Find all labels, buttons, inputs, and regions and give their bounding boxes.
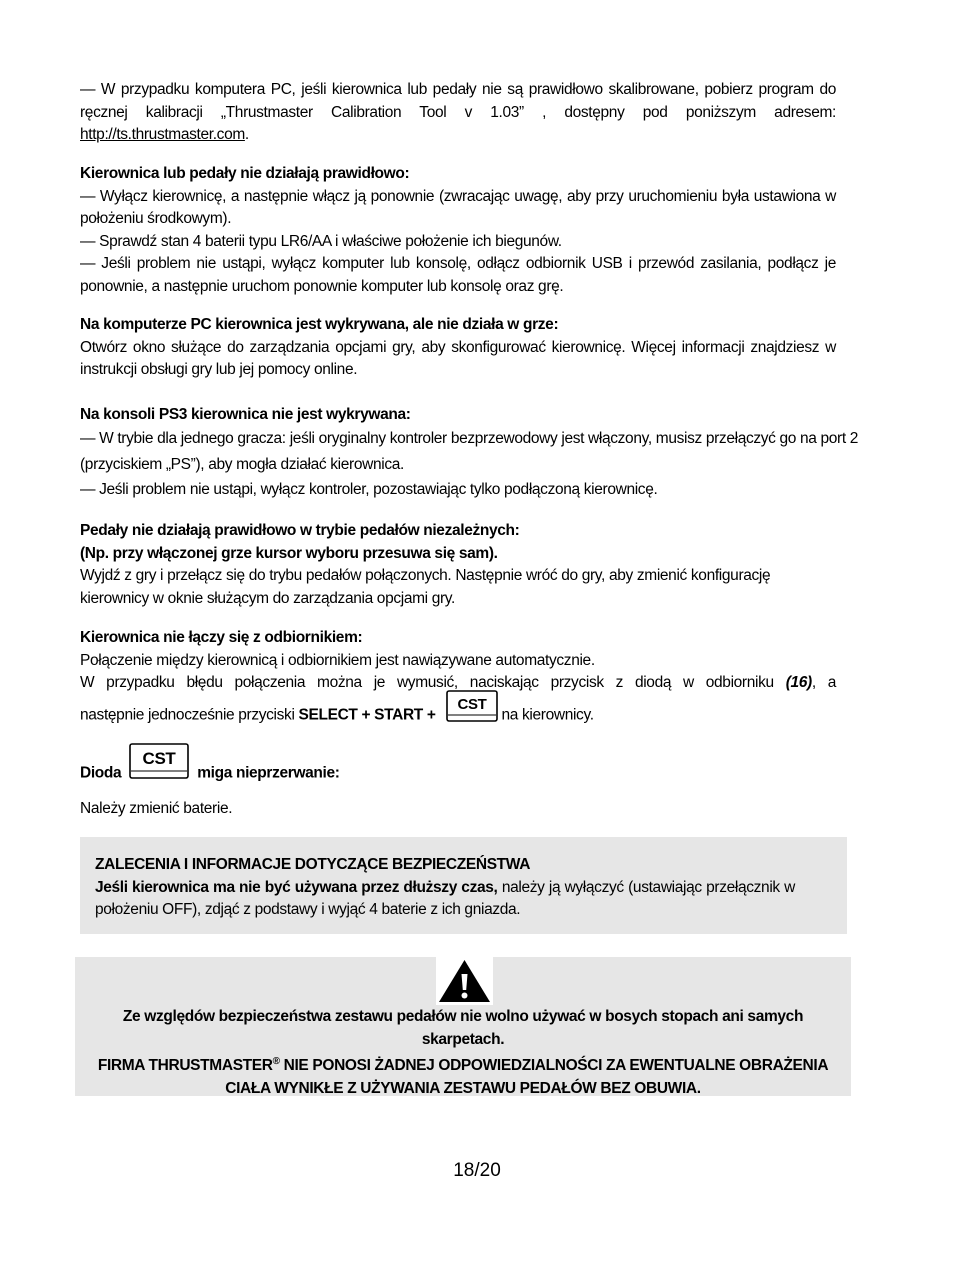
warning-triangle-icon [436,957,493,1005]
paragraph: — Jeśli problem nie ustąpi, wyłącz kontroler, pozostawiając tylko podłączoną kierownicę. [80,481,658,498]
paragraph: Wyjdź z gry i przełącz się do trybu pedałów połączonych. Następnie wróć do gry, aby zmienić konfigurację kierownicy w oknie służącym do zarządzania opcjami gry. [80,567,771,607]
section-heading: Na konsoli PS3 kierownica nie jest wykrywana: [80,406,411,423]
safety-text: należy ją wyłączyć (ustawiając przełącznik w położeniu OFF), zdjąć z podstawy i wyjąć 4 baterie z ich gniazda. [95,878,795,918]
section-heading: Kierownica nie łączy się z odbiornikiem: [80,629,363,646]
text: następnie jednocześnie przyciski [80,706,299,724]
section-ps3-not-detected [80,404,870,503]
paragraph: — Wyłącz kierownicę, a następnie włącz ją ponownie (zwracając uwagę, aby przy uruchomieniu była ustawiona w położeniu środkowym). [80,187,836,227]
section-heading: Pedały nie działają prawidłowo w trybie pedałów niezależnych: [80,522,520,539]
section-heading: Kierownica lub pedały nie działają prawidłowo: [80,165,410,182]
paragraph: — W trybie dla jednego gracza: jeśli oryginalny kontroler bezprzewodowy jest włączony, musisz przełączyć go na port 2 (przyciskiem „PS”), aby mogła działać kierownica. [80,430,859,473]
cst-button-icon [129,743,189,790]
section-heading: miga nieprzerwanie: [193,764,340,782]
section-pedals [80,520,836,610]
cst-button-icon [446,690,498,733]
paragraph: Połączenie między kierownicą i odbiornikiem jest nawiązywane automatycznie. [80,651,595,669]
intro-paragraph [80,79,836,147]
warning-content [88,1006,838,1100]
intro-end: . [244,126,249,143]
paragraph: — Jeśli problem nie ustąpi, wyłącz komputer lub konsolę, odłącz odbiornik USB i przewód zasilania, podłącz je ponownie, a następnie uruchom ponownie komputer lub konsolę oraz grę. [80,255,836,295]
safety-content [95,854,795,922]
section-led [80,749,836,790]
text: NIE PONOSI ŻADNEJ ODPOWIEDZIALNOŚCI ZA EWENTUALNE OBRAŻENIA CIAŁA WYNIKŁE Z UŻYWANIA ZESTAWU PEDAŁÓW BEZ OBUWIA. [225,1057,829,1097]
section-pc-detected [80,314,836,382]
warning-line: Ze względów bezpieczeństwa zestawu pedałów nie wolno używać w bosych stopach ani samych skarpetach. [122,1008,804,1048]
warning-line [88,1051,838,1100]
page-number: 18/20 [453,1160,501,1181]
section-heading: Dioda [80,764,126,782]
paragraph: — Sprawdź stan 4 baterii typu LR6/AA i właściwe położenie ich biegunów. [80,232,562,250]
key-combination: SELECT + START + [298,706,440,724]
receiver-reference: (16) [785,674,812,691]
intro-text: — W przypadku komputera PC, jeśli kierownica lub pedały nie są prawidłowo skalibrowane, pobierz program do ręcznej kalibracji „Thrustmaster Calibration Tool v 1.03” , dostępny pod poniższym adresem: [80,81,836,121]
paragraph: Otwórz okno służące do zarządzania opcjami gry, aby skonfigurować kierownicę. Więcej informacji znajdziesz w instrukcji obsługi gry lub jej pomocy online. [80,338,836,378]
svg-text:CST: CST [142,749,176,768]
text: , a [811,674,836,691]
safety-heading: ZALECENIA I INFORMACJE DOTYCZĄCE BEZPIECZEŃSTWA [95,856,531,873]
safety-bold: Jeśli kierownica ma nie być używana przez dłuższy czas, [95,878,498,896]
section-heading: Na komputerze PC kierownica jest wykrywana, ale nie działa w grze: [80,316,559,333]
section-receiver-keys [80,698,836,733]
safety-paragraph [95,877,795,922]
registered-mark: ® [272,1056,280,1067]
thrustmaster-link[interactable]: http://ts.thrustmaster.com [80,126,245,143]
paragraph: Należy zmienić baterie. [80,800,233,817]
section-subheading: (Np. przy włączonej grze kursor wyboru przesuwa się sam). [80,544,498,562]
text: W przypadku błędu połączenia można je wymusić, naciskając przycisk z diodą w odbiorniku [80,674,786,691]
text: FIRMA THRUSTMASTER [97,1057,273,1075]
section-not-working [80,163,836,298]
section-receiver [80,627,836,695]
led-paragraph [80,798,836,821]
svg-text:CST: CST [457,696,487,713]
text: na kierownicy. [497,706,594,724]
